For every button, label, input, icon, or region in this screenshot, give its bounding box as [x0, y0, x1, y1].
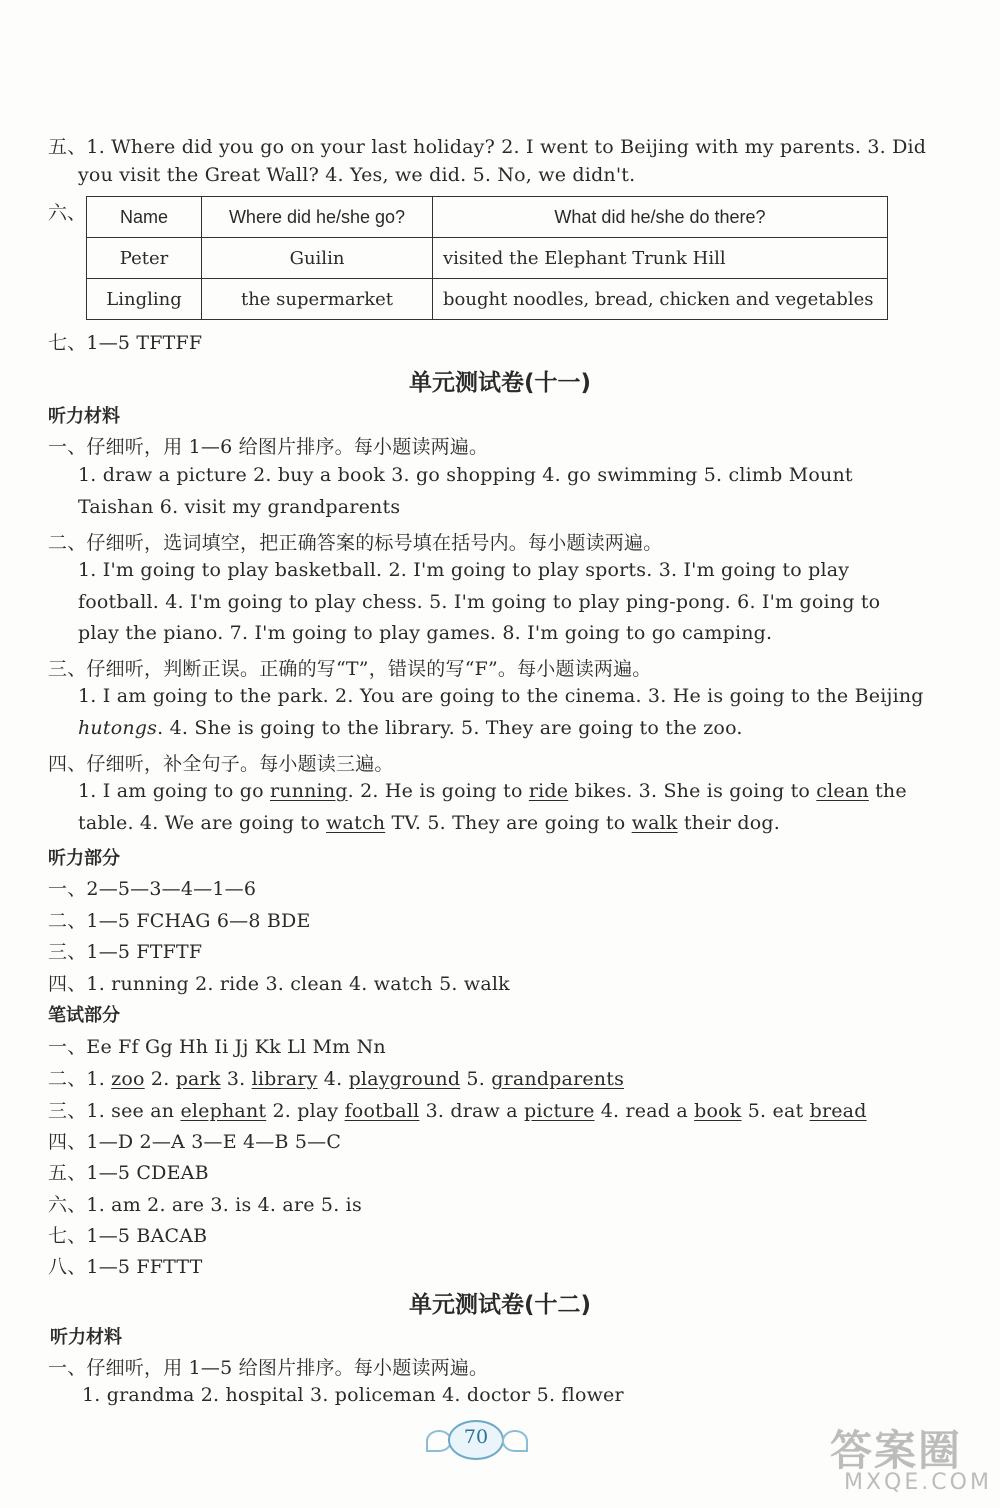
underlined-word: zoo [111, 1068, 145, 1090]
table-cell: bought noodles, bread, chicken and vegetables [433, 279, 888, 320]
u12-q1-instruction: 一、仔细听，用 1—5 给图片排序。每小题读两遍。 [48, 1357, 489, 1379]
table-row [87, 279, 888, 320]
u11-q4-line1 [78, 780, 907, 802]
page-number-badge [424, 1416, 524, 1460]
unit11-title: 单元测试卷(十一) [408, 370, 592, 396]
table-header-cell: Name [87, 197, 202, 238]
text-seg: their dog. [677, 812, 780, 834]
text-seg: . 2. He is going to [347, 780, 529, 802]
text-seg: 3. draw a [419, 1100, 525, 1122]
u11-w2 [48, 1064, 624, 1091]
u11-w7: 七、1—5 BACAB [48, 1225, 208, 1247]
watermark-text: 答案圈 [830, 1426, 963, 1475]
u11-q1-instruction: 一、仔细听，用 1—6 给图片排序。每小题读两遍。 [48, 436, 489, 458]
u11-q4-line2 [78, 812, 780, 834]
text-seg: 4. read a [594, 1100, 695, 1122]
u11-w3 [48, 1096, 867, 1123]
text-seg: 5. [460, 1068, 492, 1090]
text-seg: 2. [144, 1068, 176, 1090]
u11-w1: 一、Ee Ff Gg Hh Ii Jj Kk Ll Mm Nn [48, 1036, 386, 1058]
u11-q3-line1: 1. I am going to the park. 2. You are going to the cinema. 3. He is going to the Beijing [78, 685, 924, 707]
table-cell: visited the Elephant Trunk Hill [433, 238, 888, 279]
table-header-cell: Where did he/she go? [202, 197, 433, 238]
underlined-word: picture [524, 1100, 595, 1122]
u11-q2-instruction: 二、仔细听，选词填空，把正确答案的标号填在括号内。每小题读两遍。 [48, 532, 663, 554]
u11-q4-instruction: 四、仔细听，补全句子。每小题读三遍。 [48, 753, 394, 775]
watermark-url: MXQE.COM [844, 1470, 992, 1495]
u11-q1-line1: 1. draw a picture 2. buy a book 3. go shopping 4. go swimming 5. climb Mount [78, 464, 853, 486]
underlined-word: watch [326, 812, 386, 834]
u11-lp1: 一、2—5—3—4—1—6 [48, 878, 257, 900]
table-cell: Lingling [87, 279, 202, 320]
u11-lp3: 三、1—5 FTFTF [48, 941, 203, 963]
u12-q1-line1: 1. grandma 2. hospital 3. policeman 4. doctor 5. flower [82, 1384, 624, 1406]
hutongs-italic: hutongs [78, 717, 158, 739]
unit11-listening-material: 听力材料 [48, 406, 120, 427]
u11-w6: 六、1. am 2. are 3. is 4. are 5. is [48, 1194, 362, 1216]
text-seg: table. 4. We are going to [78, 812, 327, 834]
table-cell: the supermarket [202, 279, 433, 320]
underlined-word: clean [816, 780, 869, 802]
u11-lp2: 二、1—5 FCHAG 6—8 BDE [48, 910, 311, 932]
ornament-right-icon [502, 1430, 528, 1452]
underlined-word: book [694, 1100, 742, 1122]
underlined-word: grandparents [491, 1068, 625, 1090]
text-seg: 1. I am going to go [78, 780, 270, 802]
u11-w8: 八、1—5 FFTTT [48, 1256, 203, 1278]
table-row [87, 238, 888, 279]
sec6-label: 六、 [48, 202, 87, 224]
underlined-word: walk [631, 812, 678, 834]
u11-q2-line2: football. 4. I'm going to play chess. 5. I'm going to play ping-pong. 6. I'm going to [78, 591, 881, 613]
u11-q3-instruction: 三、仔细听，判断正误。正确的写“T”，错误的写“F”。每小题读两遍。 [48, 658, 652, 680]
underlined-word: elephant [180, 1100, 267, 1122]
u11-w5: 五、1—5 CDEAB [48, 1162, 209, 1184]
answer-table [86, 196, 888, 320]
table-cell: Guilin [202, 238, 433, 279]
table-cell: Peter [87, 238, 202, 279]
text-seg: 2. play [266, 1100, 345, 1122]
underlined-word: football [344, 1100, 420, 1122]
text-seg: 5. eat [741, 1100, 810, 1122]
u11-lp4: 四、1. running 2. ride 3. clean 4. watch 5. walk [48, 973, 510, 995]
text-seg: TV. 5. They are going to [385, 812, 632, 834]
unit11-written-part: 笔试部分 [48, 1005, 120, 1026]
text-seg: 二、1. [48, 1068, 112, 1090]
u11-w4: 四、1—D 2—A 3—E 4—B 5—C [48, 1131, 342, 1153]
page-number: 70 [463, 1426, 489, 1448]
sec5-line2: you visit the Great Wall? 4. Yes, we did. 5. No, we didn't. [78, 164, 636, 186]
u11-q1-line2: Taishan 6. visit my grandparents [78, 496, 401, 518]
sec5-line1: 五、1. Where did you go on your last holiday? 2. I went to Beijing with my parents. 3. Did [48, 136, 927, 158]
underlined-word: park [175, 1068, 221, 1090]
unit11-listening-part: 听力部分 [48, 848, 120, 869]
text-seg: 三、1. see an [48, 1100, 181, 1122]
text-seg: 4. [317, 1068, 349, 1090]
text-seg: bikes. 3. She is going to [568, 780, 817, 802]
u11-q2-line3: play the piano. 7. I'm going to play games. 8. I'm going to go camping. [78, 622, 773, 644]
text-seg: the [868, 780, 907, 802]
text-seg: 3. [220, 1068, 252, 1090]
unit12-title: 单元测试卷(十二) [408, 1292, 592, 1318]
unit12-listening-material: 听力材料 [50, 1327, 122, 1348]
u11-q3-line2-rest: . 4. She is going to the library. 5. They are going to the zoo. [157, 717, 743, 739]
underlined-word: bread [809, 1100, 867, 1122]
underlined-word: running [269, 780, 348, 802]
table-header-cell: What did he/she do there? [433, 197, 888, 238]
sec7-line: 七、1—5 TFTFF [48, 332, 203, 354]
underlined-word: library [251, 1068, 318, 1090]
underlined-word: playground [348, 1068, 461, 1090]
table-header-row [87, 197, 888, 238]
u11-q3-line2 [78, 717, 743, 739]
underlined-word: ride [528, 780, 569, 802]
u11-q2-line1: 1. I'm going to play basketball. 2. I'm going to play sports. 3. I'm going to play [78, 559, 850, 581]
watermark-logo [830, 1418, 992, 1500]
